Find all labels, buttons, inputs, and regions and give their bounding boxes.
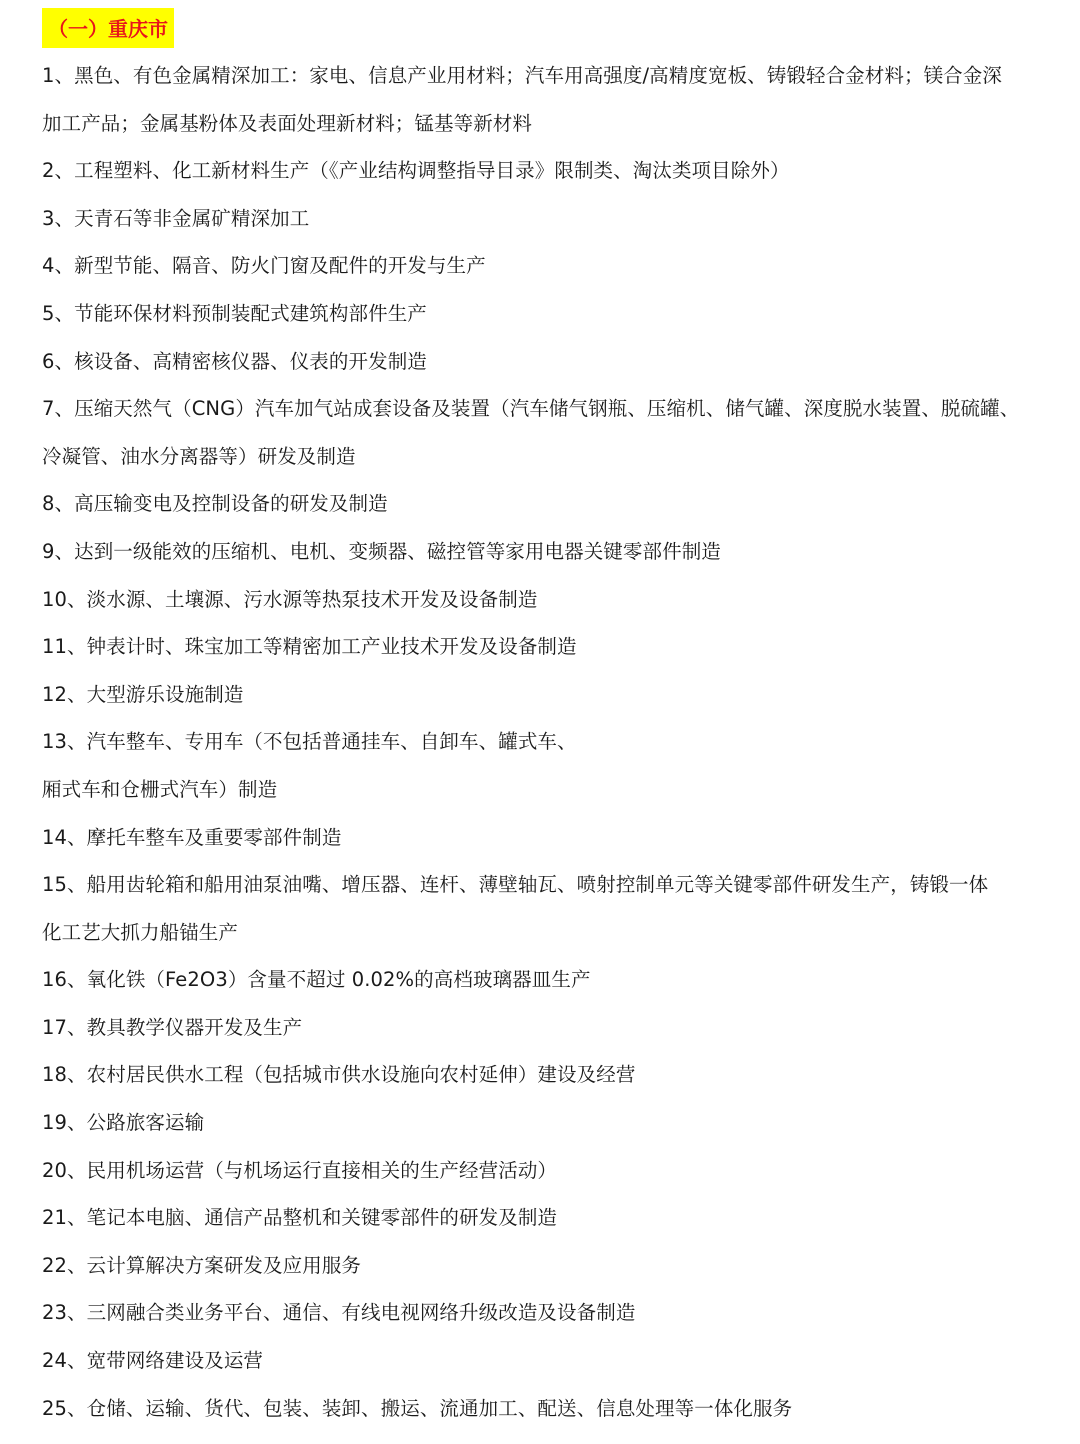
list-line: 厢式车和仓栅式汽车）制造 xyxy=(42,777,278,801)
section-title: （一）重庆市 xyxy=(42,8,174,48)
list-line: 16、氧化铁（Fe2O3）含量不超过 0.02%的高档玻璃器皿生产 xyxy=(42,968,591,992)
list-line: 化工艺大抓力船锚生产 xyxy=(42,920,239,944)
list-line: 14、摩托车整车及重要零部件制造 xyxy=(42,825,342,849)
list-line: 6、核设备、高精密核仪器、仪表的开发制造 xyxy=(42,349,427,373)
industry-list xyxy=(42,52,1042,1432)
list-line: 9、达到一级能效的压缩机、电机、变频器、磁控管等家用电器关键零部件制造 xyxy=(42,539,721,563)
list-line: 21、笔记本电脑、通信产品整机和关键零部件的研发及制造 xyxy=(42,1206,558,1230)
list-line: 冷凝管、油水分离器等）研发及制造 xyxy=(42,444,356,468)
list-line: 12、大型游乐设施制造 xyxy=(42,682,244,706)
list-line: 25、仓储、运输、货代、包装、装卸、搬运、流通加工、配送、信息处理等一体化服务 xyxy=(42,1396,793,1420)
list-line: 加工产品；金属基粉体及表面处理新材料；锰基等新材料 xyxy=(42,111,533,135)
list-line: 20、民用机场运营（与机场运行直接相关的生产经营活动） xyxy=(42,1158,558,1182)
list-line: 8、高压输变电及控制设备的研发及制造 xyxy=(42,492,388,516)
list-line: 24、宽带网络建设及运营 xyxy=(42,1349,264,1373)
list-line: 10、淡水源、土壤源、污水源等热泵技术开发及设备制造 xyxy=(42,587,538,611)
list-line: 19、公路旅客运输 xyxy=(42,1111,205,1135)
list-line: 2、工程塑料、化工新材料生产（《产业结构调整指导目录》限制类、淘汰类项目除外） xyxy=(42,159,790,183)
list-line: 11、钟表计时、珠宝加工等精密加工产业技术开发及设备制造 xyxy=(42,635,577,659)
document-body xyxy=(42,8,1042,1432)
list-line: 5、节能环保材料预制装配式建筑构部件生产 xyxy=(42,301,427,325)
list-line: 15、船用齿轮箱和船用油泵油嘴、增压器、连杆、薄壁轴瓦、喷射控制单元等关键零部件研发生产，铸锻一体 xyxy=(42,873,989,897)
list-line: 13、汽车整车、专用车（不包括普通挂车、自卸车、罐式车、 xyxy=(42,730,577,754)
list-line: 17、教具教学仪器开发及生产 xyxy=(42,1015,303,1039)
list-line: 1、黑色、有色金属精深加工：家电、信息产业用材料；汽车用高强度/高精度宽板、铸锻轻合金材料；镁合金深 xyxy=(42,64,1002,87)
list-line: 23、三网融合类业务平台、通信、有线电视网络升级改造及设备制造 xyxy=(42,1301,636,1325)
list-line: 3、天青石等非金属矿精深加工 xyxy=(42,206,310,230)
list-line: 18、农村居民供水工程（包括城市供水设施向农村延伸）建设及经营 xyxy=(42,1063,636,1087)
list-line: 7、压缩天然气（CNG）汽车加气站成套设备及装置（汽车储气钢瓶、压缩机、储气罐、深度脱水装置、脱硫罐、 xyxy=(42,397,1020,421)
list-line: 4、新型节能、隔音、防火门窗及配件的开发与生产 xyxy=(42,254,486,278)
list-line: 22、云计算解决方案研发及应用服务 xyxy=(42,1253,362,1277)
